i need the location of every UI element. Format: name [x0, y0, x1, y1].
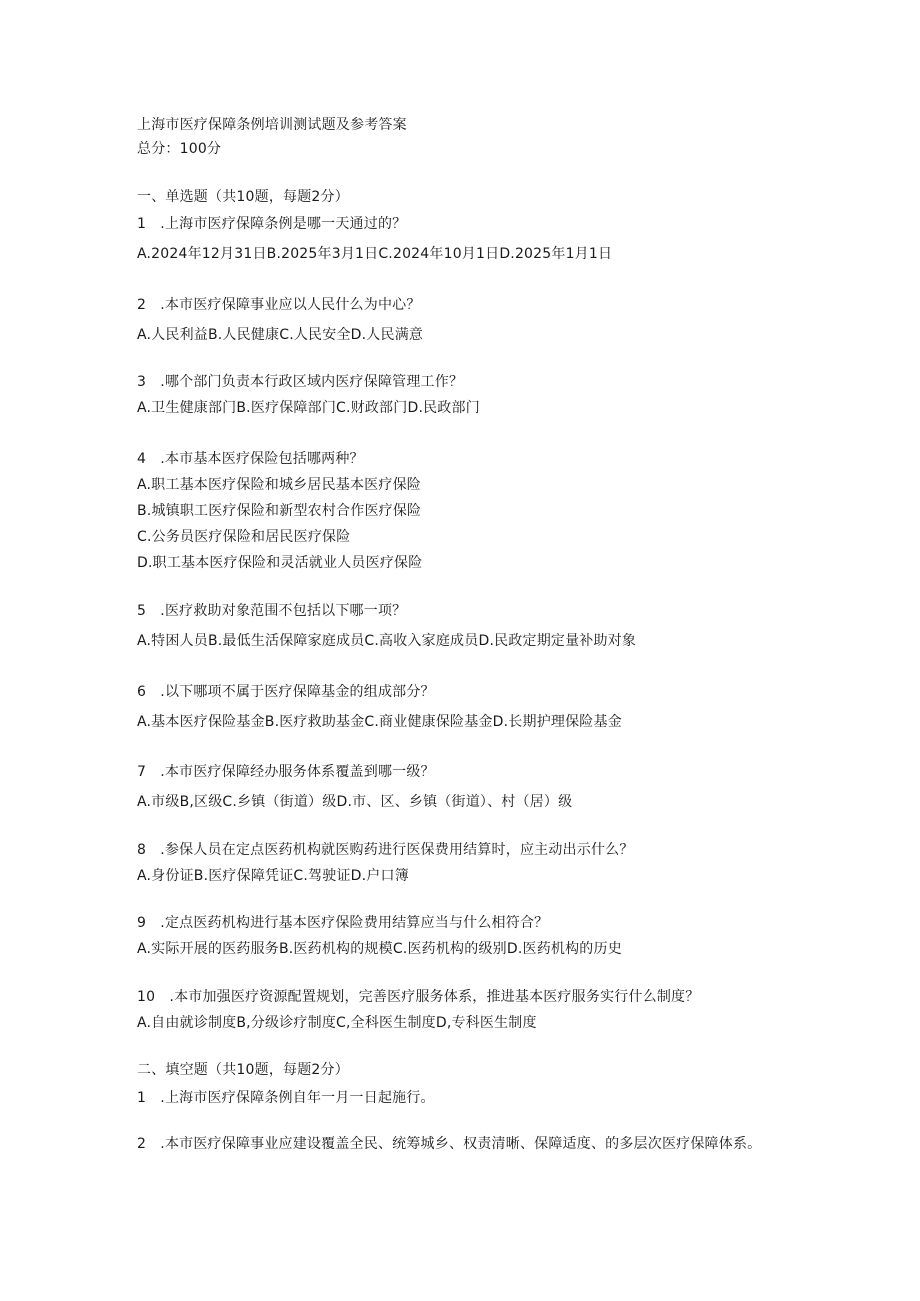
question-4-option-a: A.职工基本医疗保险和城乡居民基本医疗保险	[137, 477, 421, 493]
question-4: 4 .本市基本医疗保险包括哪两种？	[137, 451, 364, 467]
question-7-options: A.市级B,区级C.乡镇（街道）级D.市、区、乡镇（街道）、村（居）级	[137, 794, 573, 810]
question-2: 2 .本市医疗保障事业应以人民什么为中心？	[137, 297, 421, 313]
section-heading-fill-in: 二、填空题（共10题，每题2分）	[137, 1062, 349, 1078]
document-title: 上海市医疗保障条例培训测试题及参考答案	[137, 117, 407, 133]
section-heading-single-choice: 一、单选题（共10题，每题2分）	[137, 189, 349, 205]
fill-question-1: 1 .上海市医疗保障条例自年一月一日起施行。	[137, 1090, 435, 1106]
question-8: 8 .参保人员在定点医药机构就医购药进行医保费用结算时，应主动出示什么？	[137, 842, 634, 858]
question-1-options: A.2024年12月31日B.2025年3月1日C.2024年10月1日D.2025年1月1日	[137, 246, 613, 262]
question-9-options: A.实际开展的医药服务B.医药机构的规模C.医药机构的级别D.医药机构的历史	[137, 941, 622, 957]
fill-question-2: 2 .本市医疗保障事业应建设覆盖全民、统筹城乡、权责清晰、保障适度、的多层次医疗保障体系。	[137, 1136, 762, 1152]
question-7: 7 .本市医疗保障经办服务体系覆盖到哪一级？	[137, 764, 435, 780]
question-4-option-c: C.公务员医疗保险和居民医疗保险	[137, 529, 351, 545]
question-8-options: A.身份证B.医疗保障凭证C.驾驶证D.户口簿	[137, 868, 409, 884]
question-6: 6 .以下哪项不属于医疗保障基金的组成部分？	[137, 684, 435, 700]
question-3-options: A.卫生健康部门B.医疗保障部门C.财政部门D.民政部门	[137, 400, 480, 416]
question-6-options: A.基本医疗保险基金B.医疗救助基金C.商业健康保险基金D.长期护理保险基金	[137, 714, 622, 730]
total-score: 总分：100分	[137, 141, 222, 157]
question-1: 1 .上海市医疗保障条例是哪一天通过的？	[137, 216, 407, 232]
question-10: 10 .本市加强医疗资源配置规划，完善医疗服务体系，推进基本医疗服务实行什么制度？	[137, 989, 700, 1005]
question-10-options: A.自由就诊制度B,分级诊疗制度C,全科医生制度D,专科医生制度	[137, 1015, 537, 1031]
question-4-option-d: D.职工基本医疗保险和灵活就业人员医疗保险	[137, 555, 423, 571]
question-5-options: A.特困人员B.最低生活保障家庭成员C.高收入家庭成员D.民政定期定量补助对象	[137, 633, 637, 649]
question-5: 5 .医疗救助对象范围不包括以下哪一项？	[137, 603, 407, 619]
question-3: 3 .哪个部门负责本行政区域内医疗保障管理工作？	[137, 374, 464, 390]
question-4-option-b: B.城镇职工医疗保险和新型农村合作医疗保险	[137, 503, 422, 519]
question-9: 9 .定点医药机构进行基本医疗保险费用结算应当与什么相符合？	[137, 915, 549, 931]
question-2-options: A.人民利益B.人民健康C.人民安全D.人民满意	[137, 327, 424, 343]
